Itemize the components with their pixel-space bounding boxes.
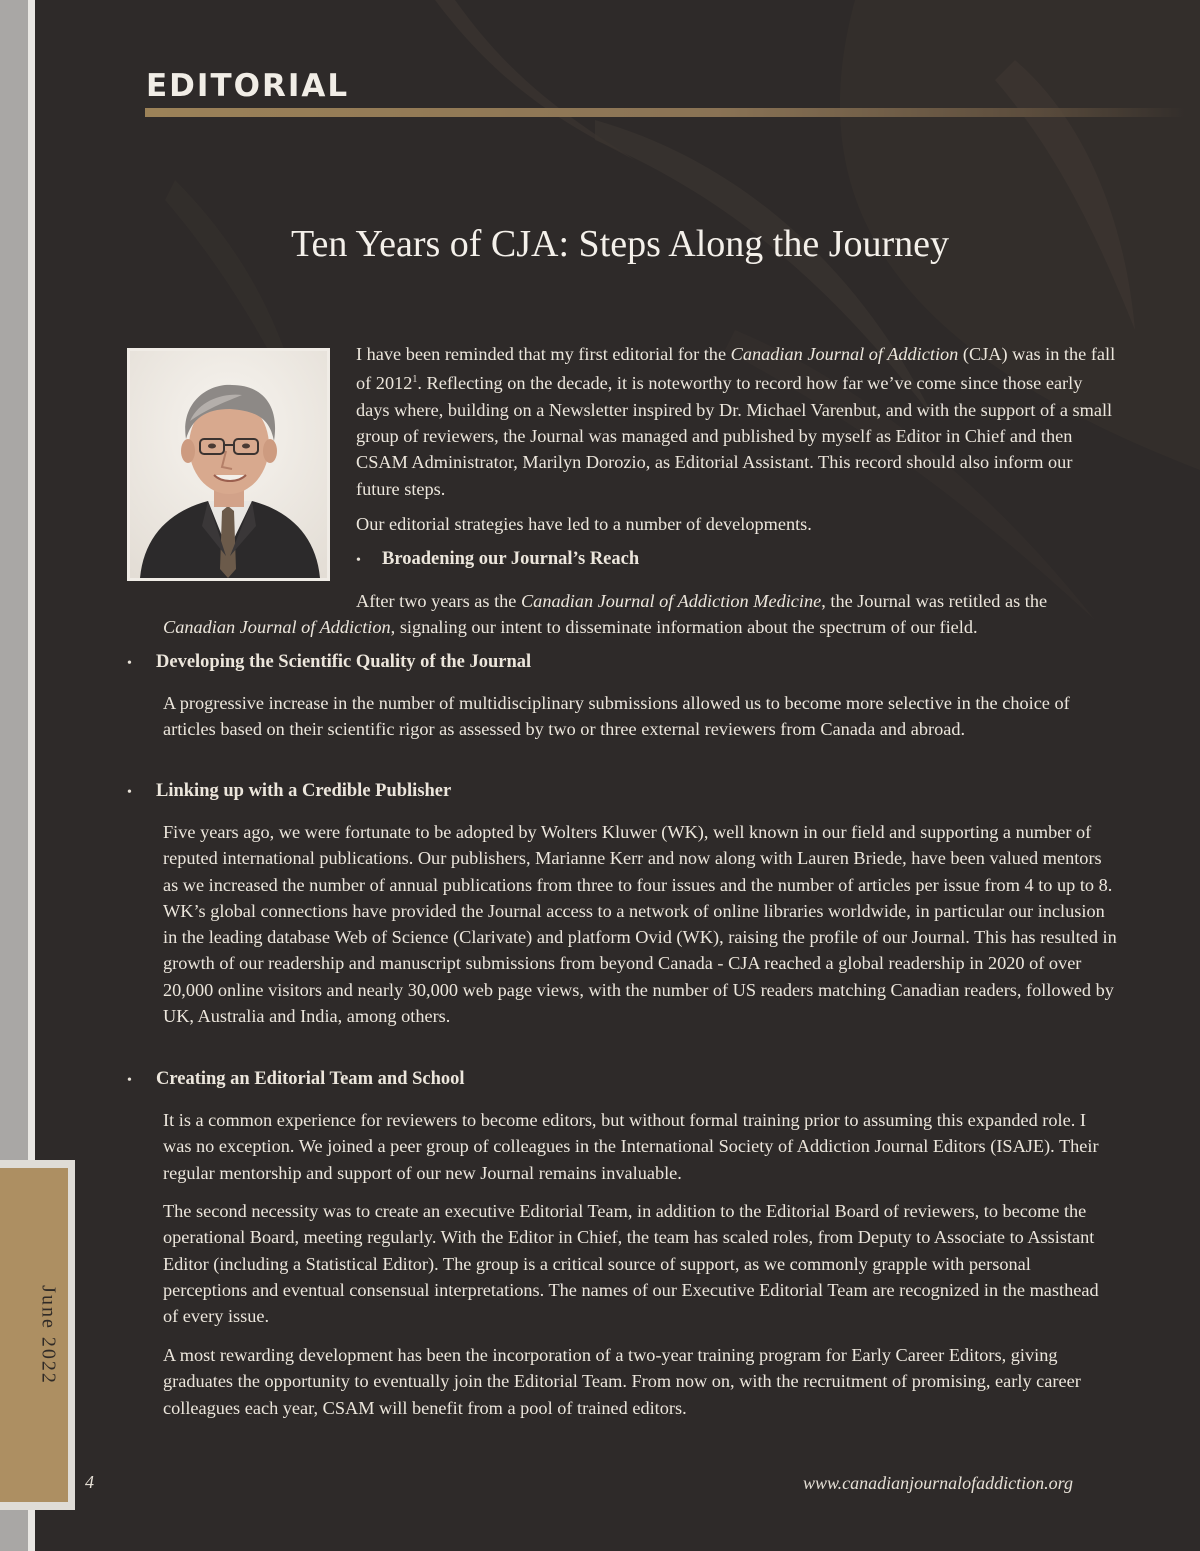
team-paragraph-3: A most rewarding development has been the incorporation of a two-year training program for Early Career Editors, giving graduates the opportunity to eventually join the Editorial Team. From now on, with the recruitment of promising, early career colleagues each year, CSAM will benefit from a pool of trained editors. [163, 1345, 1081, 1418]
strategies-paragraph: Our editorial strategies have led to a number of developments. [356, 514, 812, 534]
publisher-paragraph: Five years ago, we were fortunate to be adopted by Wolters Kluwer (WK), well known in our field and supporting a number of reputed international publications. Our publishers, Marianne Kerr and now along with Lauren Briede, have been valued mentors as we increased the number of annual publications from three to four issues and the number of articles per issue from 4 to up to 8. WK’s global connections have provided the Journal access to a network of online libraries worldwide, in particular our inclusion in the leading database Web of Science (Clarivate) and platform Ovid (WK), raising the profile of our Journal. This has resulted in growth of our readership and manuscript submissions from beyond Canada - CJA reached a global readership in 2020 of over 20,000 online visitors and nearly 30,000 web page views, with the number of US readers matching Canadian readers, followed by UK, Australia and India, among others. [163, 822, 1117, 1027]
section-heading-team: Creating an Editorial Team and School [156, 1069, 465, 1089]
section-heading-reach: Broadening our Journal’s Reach [382, 549, 640, 569]
section-heading-quality: Developing the Scientific Quality of the Journal [156, 652, 532, 672]
author-photo-frame [127, 348, 330, 581]
reach-paragraph: After two years as the Canadian Journal of Addiction Medicine, the Journal was retitled as the Canadian Journal of Addiction, signaling our intent to disseminate information about the spectrum of our field. [163, 591, 1048, 638]
section-divider [145, 108, 1185, 117]
bullet-icon: • [127, 656, 132, 671]
author-portrait-photo [130, 351, 327, 578]
bullet-icon: • [356, 553, 361, 568]
intro-paragraph: I have been reminded that my first editorial for the Canadian Journal of Addiction (CJA) was in the fall of 2012$^1$. Reflecting on the decade, it is noteworthy to record how far we’ve come since those early days where, building on a Newsletter inspired by Dr. Michael Varenbut, and with the support of a small group of reviewers, the Journal was managed and published by myself as Editor in Chief and then CSAM Administrator, Marilyn Dorozio, as Editorial Assistant. This record should also inform our future steps. [356, 344, 1116, 499]
section-heading-publisher: Linking up with a Credible Publisher [156, 781, 452, 801]
article-title: Ten Years of CJA: Steps Along the Journey [290, 223, 950, 265]
website-url[interactable]: www.canadianjournalofaddiction.org [802, 1473, 1073, 1493]
bullet-icon: • [127, 785, 132, 800]
team-paragraph-1: It is a common experience for reviewers to become editors, but without formal training prior to assuming this expanded role. I was no exception. We joined a peer group of colleagues in the International Society of Addiction Journal Editors (ISAJE). Their regular mentorship and support of our new Journal remains invaluable. [163, 1110, 1099, 1183]
page-number: 4 [85, 1472, 94, 1492]
issue-date: June 2022 [37, 1285, 60, 1385]
team-paragraph-2: The second necessity was to create an executive Editorial Team, in addition to the Editorial Board of reviewers, to become the operational Board, meeting regularly. With the Editor in Chief, the team has scaled roles, from Deputy to Associate to Assistant Editor (including a Statistical Editor). The group is a critical source of support, as we commonly grapple with personal perceptions and eventual consensual interpretations. The names of our Executive Editorial Team are recognized in the masthead of every issue. [163, 1201, 1099, 1327]
quality-paragraph: A progressive increase in the number of multidisciplinary submissions allowed us to become more selective in the choice of articles based on their scientific rigor as assessed by two or three external reviewers from Canada and abroad. [163, 693, 1070, 740]
section-label: EDITORIAL [146, 68, 350, 104]
bullet-icon: • [127, 1073, 132, 1088]
